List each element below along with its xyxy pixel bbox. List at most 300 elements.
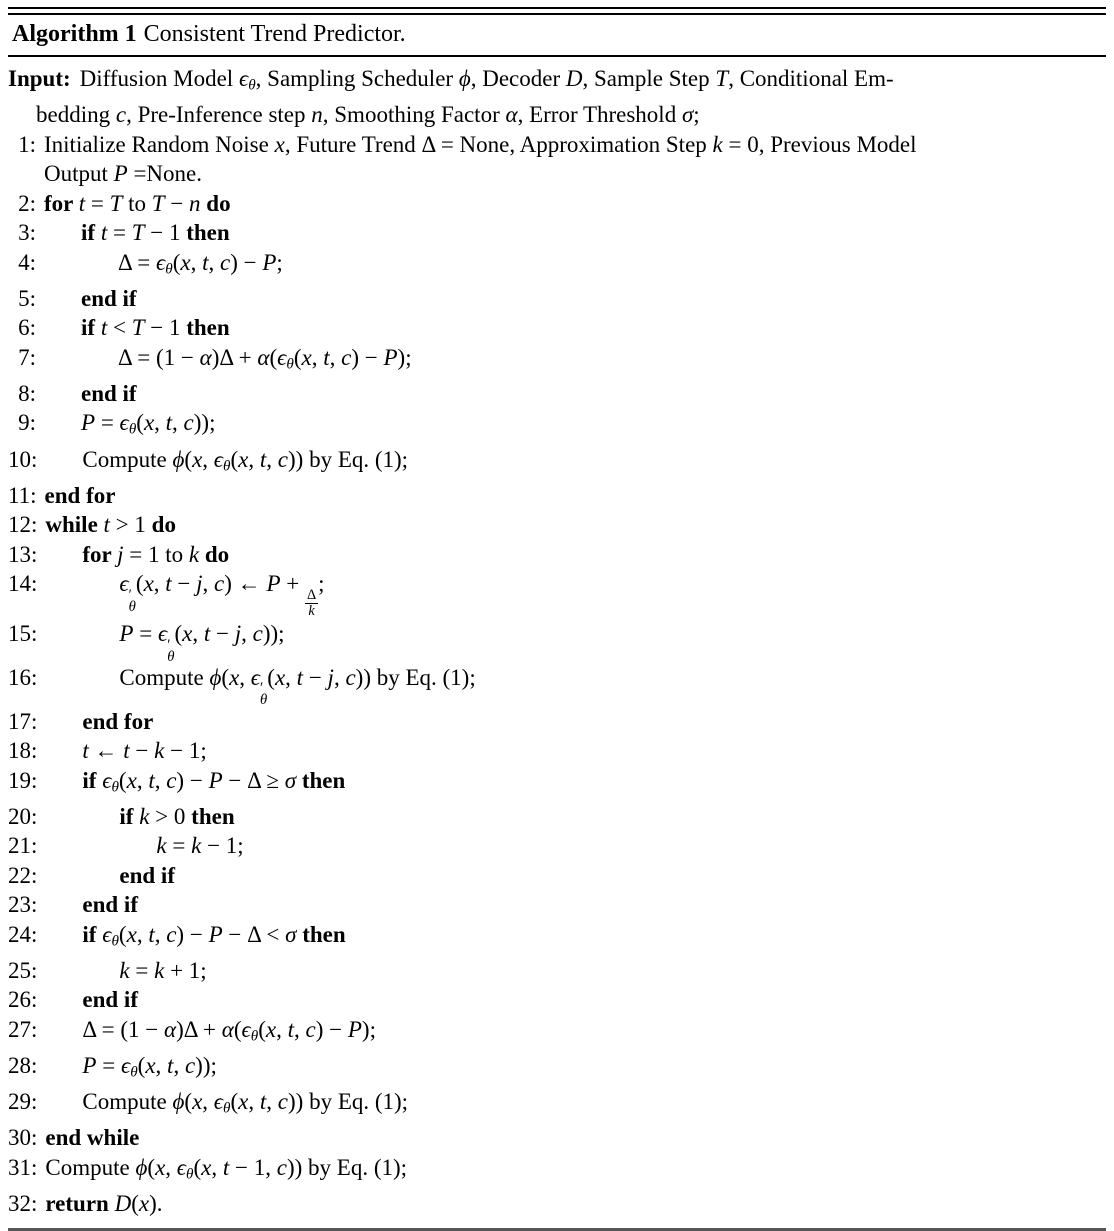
code-text-line [82, 1015, 376, 1051]
keyword: if [82, 767, 103, 793]
text-run: , [172, 410, 184, 436]
input-text-1 [79, 66, 894, 94]
line-content [44, 130, 917, 189]
prime-mark: ′ [260, 680, 264, 697]
math-var: t [103, 512, 110, 538]
line-number: 1: [18, 131, 36, 157]
math-var: x [238, 446, 249, 472]
text-run: = [166, 833, 192, 859]
text-run: ( [193, 1154, 202, 1180]
text-run: − [210, 620, 235, 646]
math-var: ϵ [119, 571, 129, 597]
text-run: )); [193, 410, 216, 436]
algo-line-14 [8, 569, 1106, 619]
text-run: , [285, 664, 297, 690]
line-number: 19: [8, 767, 38, 793]
text-run: , Smoothing Factor [322, 102, 506, 128]
math-var: x [301, 344, 312, 370]
math-var: D [114, 1190, 132, 1216]
math-var: k [139, 803, 150, 829]
math-var: j [234, 620, 242, 646]
code-text-line [119, 956, 206, 986]
math-var: σ [285, 921, 297, 947]
line-content [44, 248, 283, 284]
line-number: 30: [8, 1125, 38, 1151]
algo-line-23 [8, 890, 1106, 920]
math-var: P [119, 620, 134, 646]
algo-line-8 [8, 379, 1106, 409]
subscript: θ [250, 1027, 259, 1045]
text-run: ); [361, 1016, 376, 1042]
math-var: ϕ [209, 664, 222, 690]
algo-line-3 [8, 218, 1106, 248]
math-var: ϵ [277, 344, 287, 370]
math-var: ϕ [172, 446, 185, 472]
math-var: c [277, 1089, 288, 1115]
math-var: c [184, 1052, 196, 1078]
algo-line-9 [8, 408, 1106, 444]
subscript: θ [167, 648, 175, 665]
algo-line-12 [8, 510, 1106, 540]
text-run: Δ = [118, 249, 156, 275]
text-run: Δ = (1 − [82, 1016, 165, 1042]
math-var: P [262, 249, 277, 275]
math-var: ϵ [213, 1089, 224, 1115]
line-number: 16: [8, 664, 38, 690]
algo-line-13 [8, 540, 1106, 570]
math-var: α [164, 1016, 177, 1042]
math-var: k [156, 833, 167, 859]
text-run: ( [233, 1016, 242, 1042]
keyword: return [45, 1190, 115, 1216]
algorithm-figure [0, 7, 1114, 1216]
text-run: ( [230, 1089, 239, 1115]
fraction-numerator: Δ [306, 587, 317, 604]
math-var: x [238, 1089, 249, 1115]
math-var: ϕ [458, 66, 471, 91]
inline-fraction [305, 588, 318, 619]
line-content [45, 1015, 376, 1051]
algo-line-11 [8, 481, 1106, 511]
math-var: x [274, 664, 286, 690]
text-run: , [241, 620, 253, 646]
algo-line-20 [8, 802, 1106, 832]
algo-line-28 [8, 1051, 1106, 1087]
prime-mark: ′ [128, 586, 132, 603]
input-line-1 [8, 64, 1106, 100]
subscript: θ [248, 76, 256, 94]
math-var: c [183, 410, 194, 436]
keyword: then [296, 767, 346, 793]
line-number: 14: [8, 571, 38, 597]
algo-line-26 [8, 985, 1106, 1015]
line-number: 13: [8, 541, 38, 567]
line-number: 22: [8, 862, 38, 888]
line-content [44, 408, 215, 444]
math-var: t [296, 664, 304, 690]
line-number: 3: [18, 220, 36, 246]
math-var: c [277, 446, 288, 472]
math-var: ϵ [157, 620, 168, 646]
math-var: t [100, 220, 108, 246]
text-run: ) − [315, 1016, 348, 1042]
subscript: θ [111, 778, 119, 796]
text-run: ; [276, 249, 283, 275]
line-content [45, 445, 408, 481]
subscript: θ [186, 1165, 194, 1183]
code-text-line [82, 707, 153, 737]
text-run: − 1, [229, 1154, 277, 1180]
code-text-line [44, 159, 917, 189]
math-var: D [565, 66, 583, 91]
text-run: − [303, 664, 328, 690]
text-run: < [107, 315, 132, 341]
line-content [44, 379, 137, 409]
text-run: =None. [127, 161, 202, 187]
text-run: ( [293, 344, 302, 370]
math-var: x [192, 446, 203, 472]
algorithm-caption [8, 15, 1106, 55]
text-run: ) − [351, 344, 384, 370]
algo-line-19 [8, 766, 1106, 802]
keyword: for [82, 541, 118, 567]
line-content [45, 920, 345, 956]
algo-line-32 [8, 1189, 1106, 1219]
text-run: , Error Threshold [517, 102, 682, 128]
line-content [45, 802, 234, 832]
math-var: P [383, 344, 398, 370]
text-run: ( [258, 1016, 266, 1042]
algo-line-10 [8, 445, 1106, 481]
line-number: 29: [8, 1089, 38, 1115]
text-run: , [136, 921, 149, 947]
keyword: end while [45, 1125, 140, 1151]
math-var: c [214, 571, 225, 597]
subscript: θ [223, 457, 231, 475]
math-var: x [155, 1154, 166, 1180]
math-var: c [252, 620, 263, 646]
line-content [45, 1051, 216, 1087]
line-number: 24: [8, 921, 38, 947]
math-var: T [151, 190, 165, 216]
keyword: end for [44, 482, 116, 508]
keyword: for [44, 190, 79, 216]
math-var: α [221, 1016, 234, 1042]
math-var: T [109, 190, 123, 216]
text-run: + 1; [164, 957, 207, 983]
math-var: n [311, 102, 323, 128]
text-run: ( [147, 1154, 156, 1180]
math-var: T [131, 315, 145, 341]
keyword: if [81, 220, 101, 246]
code-text-line [156, 831, 243, 861]
text-run: )) by Eq. (1); [288, 446, 409, 472]
text-run: ( [267, 664, 275, 690]
math-var: P [81, 410, 96, 436]
math-var: t [165, 410, 173, 436]
text-run: )); [195, 1052, 217, 1078]
text-run: , [155, 1052, 168, 1078]
text-run: ( [136, 410, 144, 436]
keyword: then [186, 315, 230, 341]
line-content [45, 831, 243, 861]
text-run: = [129, 957, 155, 983]
math-var: x [201, 1154, 212, 1180]
var-prime-subscript [119, 569, 136, 613]
text-run: = [107, 220, 132, 246]
text-run: ( [269, 344, 278, 370]
var-prime-subscript [158, 619, 175, 663]
math-var: t [287, 1016, 294, 1042]
line-content [44, 284, 137, 314]
algo-line-18 [8, 736, 1106, 766]
algo-line-6 [8, 313, 1106, 343]
text-run: , [165, 1154, 177, 1180]
text-run: ( [137, 1052, 146, 1078]
text-run: ( [174, 620, 183, 646]
code-text-line [45, 1189, 162, 1219]
math-var: ϵ [176, 1154, 187, 1180]
text-run: ; [693, 102, 700, 128]
math-var: t [203, 620, 211, 646]
code-text-line [119, 802, 234, 832]
text-run: − [171, 571, 197, 597]
keyword: end if [119, 862, 175, 888]
text-run: > 0 [149, 803, 192, 829]
math-var: c [166, 767, 177, 793]
keyword: if [81, 315, 101, 341]
code-text-line [82, 445, 408, 481]
algo-line-30 [8, 1123, 1106, 1153]
math-var: ϕ [135, 1154, 148, 1180]
math-var: α [257, 344, 270, 370]
line-content [45, 956, 206, 986]
line-content [44, 313, 230, 343]
text-run: = 0, Previous Model [722, 131, 917, 157]
math-var: k [712, 131, 723, 157]
line-number: 8: [18, 380, 36, 406]
code-text-line [82, 920, 345, 956]
text-run: , Pre-Inference step [126, 102, 312, 128]
math-var: P [347, 1016, 362, 1042]
line-content [44, 343, 412, 379]
text-run: ) − [176, 767, 209, 793]
text-run: + [280, 571, 305, 597]
code-text-line [81, 379, 137, 409]
line-number: 12: [8, 512, 38, 538]
line-content [45, 890, 138, 920]
keyword: while [45, 512, 104, 538]
math-var: ϵ [120, 1052, 131, 1078]
subscript: θ [130, 1063, 138, 1081]
text-run: − [164, 190, 190, 216]
code-text-line [119, 663, 475, 707]
code-text-line [81, 284, 137, 314]
text-run: , [192, 620, 204, 646]
text-run: ( [135, 571, 144, 597]
line-number: 23: [8, 892, 38, 918]
algo-line-29 [8, 1087, 1106, 1123]
math-var: c [341, 344, 352, 370]
subscript: θ [260, 692, 268, 709]
algorithm-body [8, 57, 1106, 1218]
keyword: do [199, 541, 230, 567]
math-var: c [115, 102, 127, 128]
line-content [45, 663, 475, 707]
code-text-line [45, 1123, 139, 1153]
text-run: ( [184, 1089, 193, 1115]
math-var: x [265, 1016, 277, 1042]
text-run: to [122, 190, 152, 216]
subscript: θ [128, 421, 137, 439]
math-var: c [276, 1154, 287, 1180]
code-text-line [45, 481, 116, 511]
math-var: x [182, 620, 193, 646]
input-text-2 [36, 102, 700, 127]
code-text-line [82, 890, 138, 920]
line-content [44, 218, 230, 248]
text-run: , [202, 1089, 214, 1115]
text-run: )) by Eq. (1); [355, 664, 476, 690]
line-number: 9: [18, 410, 36, 436]
algo-line-21 [8, 831, 1106, 861]
algo-line-4 [8, 248, 1106, 284]
text-run: Compute [82, 1089, 173, 1115]
var-prime-subscript [251, 663, 268, 707]
text-run: = [96, 1052, 121, 1078]
text-run: ); [397, 344, 412, 370]
line-number: 25: [8, 957, 38, 983]
text-run: , [190, 249, 203, 275]
line-content [45, 481, 116, 511]
keyword: end if [82, 987, 138, 1013]
keyword: if [119, 803, 140, 829]
algorithm-lines [8, 130, 1106, 1219]
algo-line-22 [8, 861, 1106, 891]
code-text-line [81, 313, 230, 343]
text-run: , [248, 446, 260, 472]
keyword: end for [82, 708, 154, 734]
code-text-line [82, 766, 345, 802]
algorithm-title: Consistent Trend Predictor. [143, 21, 406, 47]
math-var: c [166, 921, 177, 947]
math-var: j [117, 541, 124, 567]
line-number: 21: [8, 833, 38, 859]
code-text-line [119, 619, 284, 663]
line-number: 26: [8, 987, 38, 1013]
text-run: − [129, 738, 155, 763]
math-var: P [113, 161, 128, 187]
math-var: α [505, 102, 518, 128]
keyword: then [186, 220, 230, 246]
line-content [45, 540, 229, 570]
text-run: = [95, 410, 120, 436]
math-var: ϵ [102, 767, 112, 793]
algo-line-24 [8, 920, 1106, 956]
math-var: t [222, 1154, 230, 1180]
text-run: > 1 [109, 512, 152, 538]
text-run: Compute [119, 664, 210, 690]
line-content [45, 736, 206, 766]
line-content [45, 1189, 162, 1219]
line-number: 11: [8, 482, 37, 508]
math-var: x [126, 921, 137, 947]
math-var: c [220, 249, 231, 275]
math-var: t [167, 1052, 174, 1078]
code-text-line [82, 540, 229, 570]
text-run: , [266, 1089, 278, 1115]
text-run: = 1 to [123, 541, 189, 567]
math-var: t [78, 190, 86, 216]
text-run: ) − [230, 249, 263, 275]
text-run: = [85, 190, 110, 216]
text-run: , [239, 664, 251, 690]
line-number: 32: [8, 1190, 38, 1216]
text-run: )Δ + [211, 344, 258, 370]
code-text-line [119, 569, 324, 619]
line-content [45, 1153, 407, 1189]
math-var: T [131, 220, 145, 246]
math-var: x [192, 1089, 203, 1115]
line-number: 27: [8, 1016, 38, 1042]
math-var: t [82, 738, 89, 763]
math-var: t [123, 738, 130, 763]
text-run: , [154, 410, 166, 436]
math-var: x [180, 249, 191, 275]
math-var: x [143, 571, 154, 597]
code-text-line [82, 1051, 216, 1087]
input-line-2 [8, 100, 1106, 130]
algo-line-7 [8, 343, 1106, 379]
code-text-line [45, 1153, 407, 1189]
line-content [45, 985, 138, 1015]
math-var: α [199, 344, 212, 370]
code-text-line [44, 189, 231, 219]
math-var: n [189, 190, 201, 216]
line-number: 4: [18, 249, 36, 275]
subscript: θ [286, 355, 294, 373]
subscript: θ [111, 932, 119, 950]
math-var: ϵ [241, 1016, 251, 1042]
math-var: k [154, 738, 165, 763]
math-var: t [323, 344, 330, 370]
math-var: P [266, 571, 281, 597]
math-var: x [126, 767, 137, 793]
math-var: c [305, 1016, 316, 1042]
text-run: , [266, 446, 278, 472]
text-run: , [208, 249, 220, 275]
text-run: ; [318, 571, 325, 597]
text-run: , [202, 446, 214, 472]
text-run: , Conditional Em- [728, 66, 894, 91]
line-content [45, 1123, 139, 1153]
text-run: , [136, 767, 149, 793]
algo-line-31 [8, 1153, 1106, 1189]
text-run: − Δ < [222, 921, 286, 947]
keyword: do [200, 190, 231, 216]
keyword: then [191, 803, 235, 829]
text-run: , [248, 1089, 260, 1115]
text-run: , Sampling Scheduler [255, 66, 459, 91]
text-run: − 1 [144, 315, 187, 341]
text-run: )) by Eq. (1); [286, 1154, 408, 1180]
algorithm-label: Algorithm 1 [12, 21, 137, 47]
math-var: ϵ [102, 921, 112, 947]
algo-line-15 [8, 619, 1106, 663]
math-var: t [148, 767, 155, 793]
math-var: x [145, 1052, 156, 1078]
line-content [45, 766, 345, 802]
